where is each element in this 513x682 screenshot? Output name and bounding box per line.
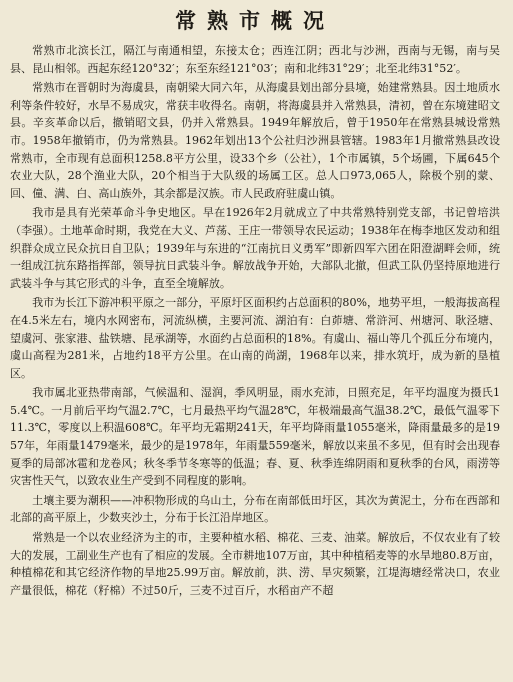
paragraph-revolution: 我市是具有光荣革命斗争史地区。早在1926年2月就成立了中共常熟特别党支部，书记曾培洪（李强）。土地革命时期，我党在大义、芦荡、王庄一带领导农民运动；1938年在梅李地区发动和组织群众成立民众抗日自卫队；1939年与东进的“江南抗日义勇军”即新四军六团在阳澄湖畔会师，统一组成江抗东路指挥部，领导抗日武装斗争。解放战争开始，大部队北撤，但武工队仍坚持原地进行武装斗争与其它形式的斗争，直至全境解放。: [10, 206, 500, 290]
paragraph-agriculture: 常熟是一个以农业经济为主的市，主要种植水稻、棉花、三麦、油菜。解放后，不仅农业有了较大的发展，工副业生产也有了相应的发展。全市耕地107万亩，其中种植稻麦等的水旱地80.8万亩，种植棉花和其它经济作物的旱地25.99万亩。解放前，洪、涝、旱灾频繁，江堤海塘经常决口，农业产量很低，棉花（籽棉）不过50斤，三麦不过百斤，水稻亩产不超: [10, 531, 500, 597]
paragraph-location: 常熟市北滨长江，隔江与南通相望，东接太仓；西连江阴；西北与沙洲，西南与无锡，南与吴县、昆山相邻。西起东经120°32′；东至东经121°03′；南和北纬31°29′；北至北纬31°52′。: [10, 44, 500, 75]
document-title: 常熟市概况: [175, 8, 335, 33]
paragraph-climate: 我市属北亚热带南部，气候温和、湿润，季风明显，雨水充沛，日照充足，年平均温度为摄氏15.4℃。一月前后平均气温2.7℃，七月最热平均气温28℃，年极端最高气温38.2℃，最低气温零下11.3℃，零度以上积温608℃。年平均无霜期241天，年平均降雨量1055毫米，降雨量最多的是1957年，年雨量1479毫米，最少的是1978年，年雨量559毫米，解放以来虽不多见，但有时会出现春夏季的局部冰雹和龙卷风；秋冬季节冬寒等的低温；春、夏、秋季连绵阴雨和夏秋季的台风，雨涝等灾害性天气，以致农业生产受到不同程度的影响。: [10, 386, 500, 488]
document-body: [10, 42, 500, 599]
paragraph-soil: 土壤主要为潮积——冲积物形成的乌山土，分布在南部低田圩区，其次为黄泥土，分布在西部和北部的高平原上，少数夹沙土，分布于长江沿岸地区。: [10, 493, 500, 525]
paragraph-geography: 我市为长江下游冲积平原之一部分，平原圩区面积约占总面积的80%，地势平坦，一般海拔高程在4.5米左右，境内水网密布，河流纵横，主要河流、湖泊有：白茆塘、常浒河、州塘河、耿泾塘、望虞河、张家港、盐铁塘、昆承湖等，水面约占总面积的18%。有虞山、福山等几个孤丘分布境内，虞山高程为281米，占地约18平方公里。在山南的尚湖，1968年以来，排水筑圩，成为新的垦植区。: [10, 296, 500, 380]
paragraph-history: 常熟市在晋朝时为海虞县，南朝梁大同六年，从海虞县划出部分县境，始建常熟县。因土地质水利等条件较好，水旱不易成灾，常获丰收得名。南朝，将海虞县并入常熟县，清初，曾在东境建昭文县。辛亥革命以后，撤销昭文县，仍并入常熟县。1949年解放后，曾于1950年在常熟县城设常熟市。1958年撤销市，仍为常熟县。1962年划出13个公社归沙洲县管辖。1983年1月撤常熟县改设常熟市，全市现有总面积1258.8平方公里，设33个乡（公社），1个市属镇，5个场圃，下属645个农业大队，28个渔业大队，20个相当于大队级的场属工区。总人口973,065人，除极个别的蒙、回、僮、满、白、高山族外，其余都是汉族。市人民政府驻虞山镇。: [10, 81, 500, 200]
